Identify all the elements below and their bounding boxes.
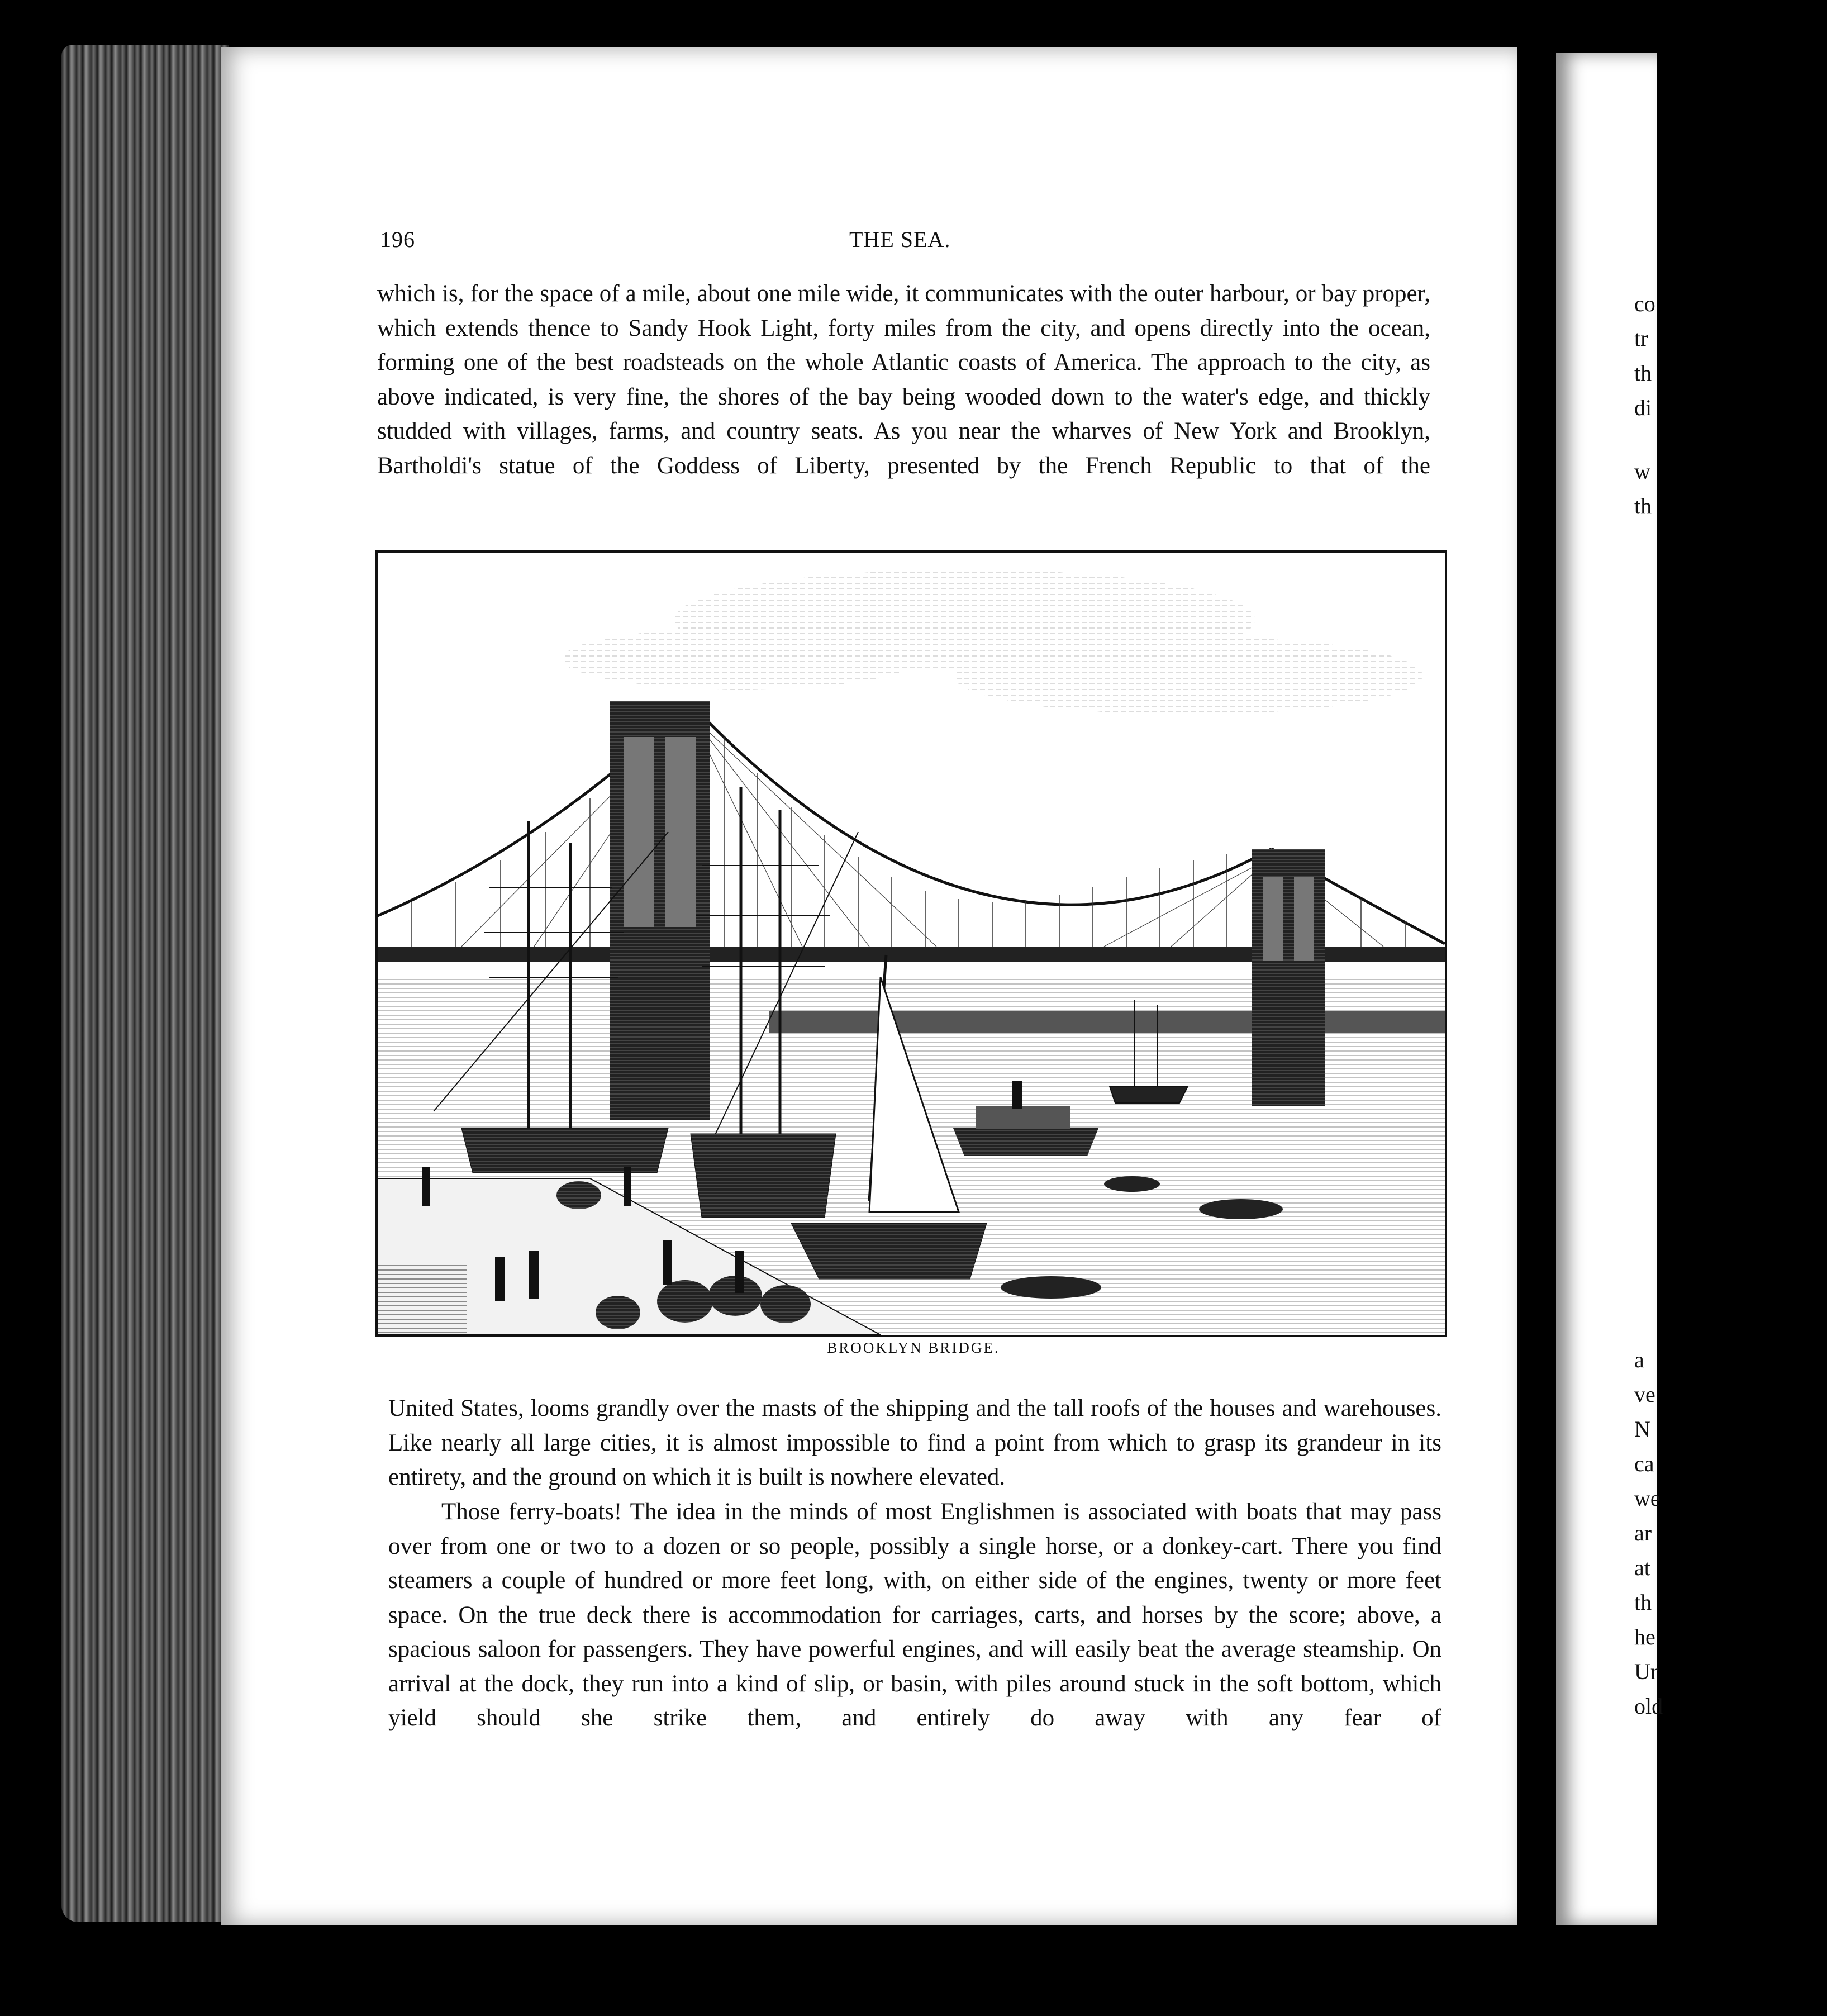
distant-shore [769, 1011, 1445, 1033]
body-paragraph: United States, looms grandly over the masts of the shipping and the tall roofs of the houses and warehouses. Like nearly all large cities, it is almost impossible to find a point from which to grasp its grandeur in its entirety, and the ground on which it is built is nowhere elevated. [388, 1395, 1441, 1490]
figure-caption: BROOKLYN BRIDGE. [827, 1339, 1000, 1356]
edge-fragment: he [1634, 1624, 1655, 1649]
body-paragraph: which is, for the space of a mile, about one mile wide, it communicates with the outer harbour, or bay proper, which extends thence to Sandy Hook Light, forty miles from the city, and opens directly into the ocean, forming one of the best roadsteads on the whole Atlantic coasts of America. The approach to the city, as above indicated, is very fine, the shores of the bay being wooded down to the water's edge, and thickly studded with villages, farms, and country seats. As you near the wharves of New York and Brooklyn, Bartholdi's statue of the Goddess of Liberty, presented by the French Republic to that of the [377, 280, 1430, 479]
page-edges [61, 45, 229, 1922]
edge-fragment: we [1634, 1486, 1661, 1511]
edge-fragment: co [1634, 291, 1655, 316]
edge-fragment: a [1634, 1347, 1644, 1372]
illustration-frame [375, 550, 1447, 1337]
page-number: 196 [380, 227, 415, 252]
brooklyn-bridge-engraving [378, 553, 1445, 1335]
running-head: THE SEA. [849, 227, 951, 252]
edge-fragment: th [1634, 1590, 1652, 1615]
right-tower [1252, 849, 1325, 1106]
edge-fragment: ve [1634, 1382, 1655, 1407]
edge-fragment: tr [1634, 326, 1648, 351]
clouds [562, 569, 1422, 715]
edge-fragment: ca [1634, 1451, 1654, 1476]
edge-fragment: at [1634, 1555, 1650, 1580]
edge-fragment: Ur [1634, 1659, 1658, 1684]
edge-fragment: old [1634, 1694, 1663, 1719]
edge-fragment: N [1634, 1416, 1650, 1442]
edge-fragment: w [1634, 459, 1650, 484]
edge-fragment: th [1634, 493, 1652, 519]
edge-fragment: th [1634, 360, 1652, 386]
edge-fragment: ar [1634, 1520, 1652, 1546]
edge-fragment: di [1634, 395, 1652, 420]
body-paragraph: Those ferry-boats! The idea in the minds of most Englishmen is associated with boats that may pass over from one or two to a dozen or so people, possibly a single horse, or a donkey-cart. There you find steamers a couple of hundred or more feet long, with, on either side of the engines, twenty or more feet space. On the true deck there is accommodation for carriages, carts, and horses by the score; above, a spacious saloon for passengers. They have powerful engines, and will easily beat the average steamship. On arrival at the dock, they run into a kind of slip, or basin, with piles around stuck in the soft bottom, which yield should she strike them, and entirely do away with any fear of [388, 1499, 1441, 1731]
